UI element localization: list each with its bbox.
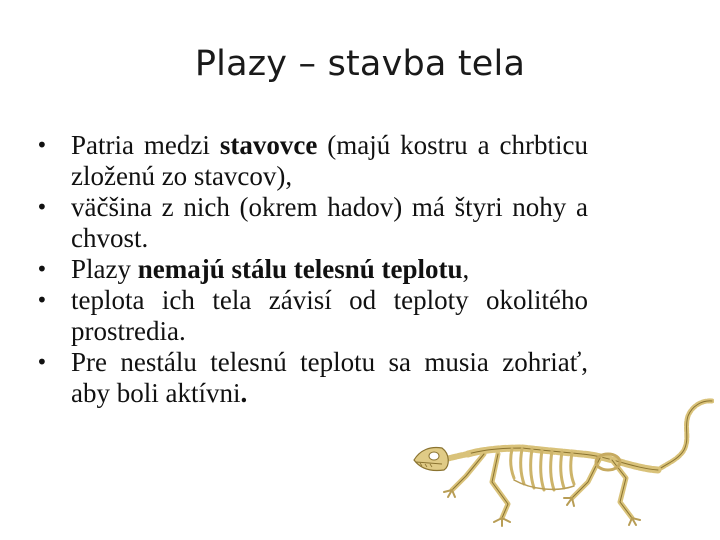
bullet-list xyxy=(36,130,588,409)
bullet-text: väčšina z nich (okrem hadov) má štyri nohy a chvost. xyxy=(71,192,588,253)
bullet-dot: • xyxy=(36,195,48,219)
skeleton-front-legs xyxy=(452,454,508,518)
bullet-dot: • xyxy=(36,133,48,157)
bullet-text-end: (majú kostru a chrbticu zloženú zo stavcov), xyxy=(71,130,588,191)
bullet-text: Plazy xyxy=(71,254,138,284)
lizard-skeleton-icon xyxy=(412,398,714,536)
skeleton-tail xyxy=(658,401,712,470)
bullet-text: Patria medzi xyxy=(71,130,220,160)
bullet-item xyxy=(36,130,588,192)
slide-title: Plazy – stavba tela xyxy=(194,44,526,84)
bullet-item xyxy=(36,285,588,347)
bullet-item xyxy=(36,192,588,254)
bullet-dot: • xyxy=(36,257,48,281)
bullet-text-end: , xyxy=(462,254,470,284)
skeleton-skull xyxy=(414,448,448,471)
bullet-bold-text: . xyxy=(240,378,248,408)
bullet-text: Pre nestálu telesnú teplotu sa musia zohriať, aby boli aktívni xyxy=(71,347,588,408)
bullet-dot: • xyxy=(36,350,48,374)
bullet-bold-text: stavovce xyxy=(219,130,318,160)
bullet-bold-text: nemajú stálu telesnú teplotu xyxy=(137,254,463,284)
bullet-text: teplota ich tela závisí od teploty okolitého prostredia. xyxy=(71,285,588,346)
bullet-dot: • xyxy=(36,288,48,312)
bullet-item xyxy=(36,254,588,285)
